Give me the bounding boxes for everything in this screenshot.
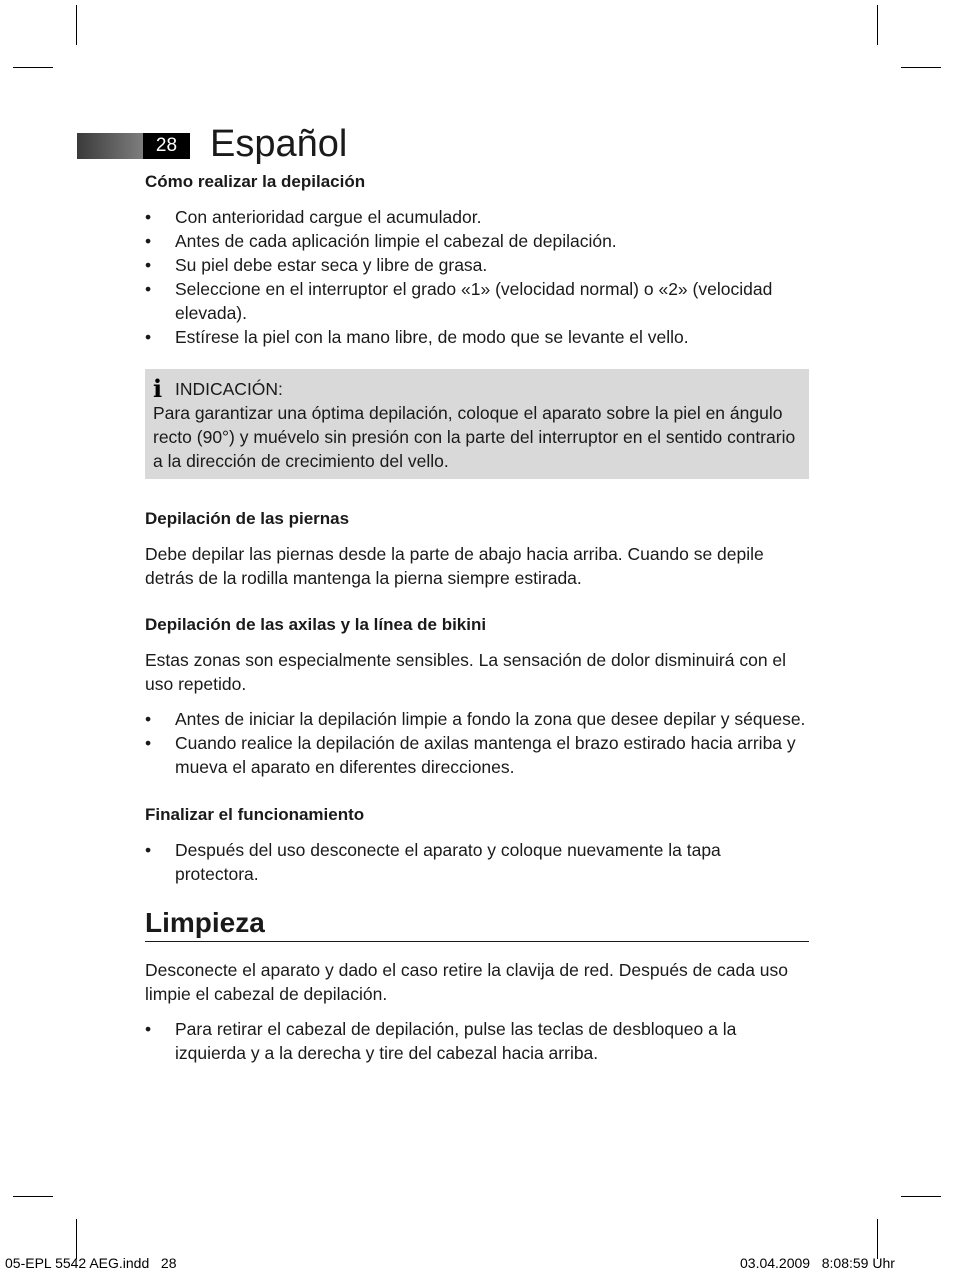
crop-mark [877, 1219, 878, 1259]
note-title-row [153, 374, 801, 403]
section-heading: Depilación de las axilas y la línea de bikini [145, 615, 487, 634]
info-icon: i [153, 374, 163, 403]
armpits-bullet-list [145, 707, 809, 779]
section-title-cleaning: Limpieza [145, 906, 809, 942]
crop-mark [13, 67, 53, 68]
page-content [145, 168, 809, 1065]
paragraph: Estas zonas son especialmente sensibles. La sensación de dolor disminuirá con el uso repetido. [145, 650, 787, 694]
note-box [145, 369, 809, 479]
list-item: • Cuando realice la depilación de axilas mantenga el brazo estirado hacia arriba y mueva el aparato en diferentes direcciones. [145, 731, 809, 779]
paragraph: Debe depilar las piernas desde la parte de abajo hacia arriba. Cuando se depile detrás de la rodilla mantenga la pierna siempre estirada. [145, 544, 764, 588]
list-item: • Seleccione en el interruptor el grado «1» (velocidad normal) o «2» (velocidad elevada). [145, 277, 809, 325]
list-item: • Para retirar el cabezal de depilación, pulse las teclas de desbloqueo a la izquierda y a la derecha y tire del cabezal hacia arriba. [145, 1017, 809, 1065]
section-heading: Depilación de las piernas [145, 509, 350, 528]
footer-timestamp: 03.04.2009 8:08:59 Uhr [740, 1255, 895, 1271]
list-item: • Con anterioridad cargue el acumulador. [145, 205, 809, 229]
note-text: Para garantizar una óptima depilación, coloque el aparato sobre la piel en ángulo recto (90°) y muévelo sin presión con la parte del interruptor en el sentido contrario a la dirección de crecimiento del vello. [153, 403, 796, 471]
crop-mark [901, 1196, 941, 1197]
section-heading: Finalizar el funcionamiento [145, 805, 365, 824]
list-item: • Después del uso desconecte el aparato y coloque nuevamente la tapa protectora. [145, 838, 809, 886]
crop-mark [76, 1219, 77, 1259]
crop-mark [877, 5, 878, 45]
crop-mark [76, 5, 77, 45]
list-item: • Antes de iniciar la depilación limpie a fondo la zona que desee depilar y séquese. [145, 707, 809, 731]
footer-file-info: 05-EPL 5542 AEG.indd 28 [5, 1255, 177, 1271]
cleaning-bullet-list [145, 1017, 809, 1065]
list-item: • Antes de cada aplicación limpie el cabezal de depilación. [145, 229, 809, 253]
crop-mark [901, 67, 941, 68]
finish-bullet-list [145, 838, 809, 886]
depilation-bullet-list [145, 205, 809, 349]
page-number: 28 [143, 133, 190, 159]
section-heading: Cómo realizar la depilación [145, 172, 366, 191]
list-item: • Estírese la piel con la mano libre, de modo que se levante el vello. [145, 325, 809, 349]
note-title: INDICACIÓN: [175, 379, 283, 399]
crop-mark [13, 1196, 53, 1197]
list-item: • Su piel debe estar seca y libre de grasa. [145, 253, 809, 277]
page-title: Español [210, 123, 348, 165]
paragraph: Desconecte el aparato y dado el caso retire la clavija de red. Después de cada uso limpie el cabezal de depilación. [145, 960, 789, 1004]
